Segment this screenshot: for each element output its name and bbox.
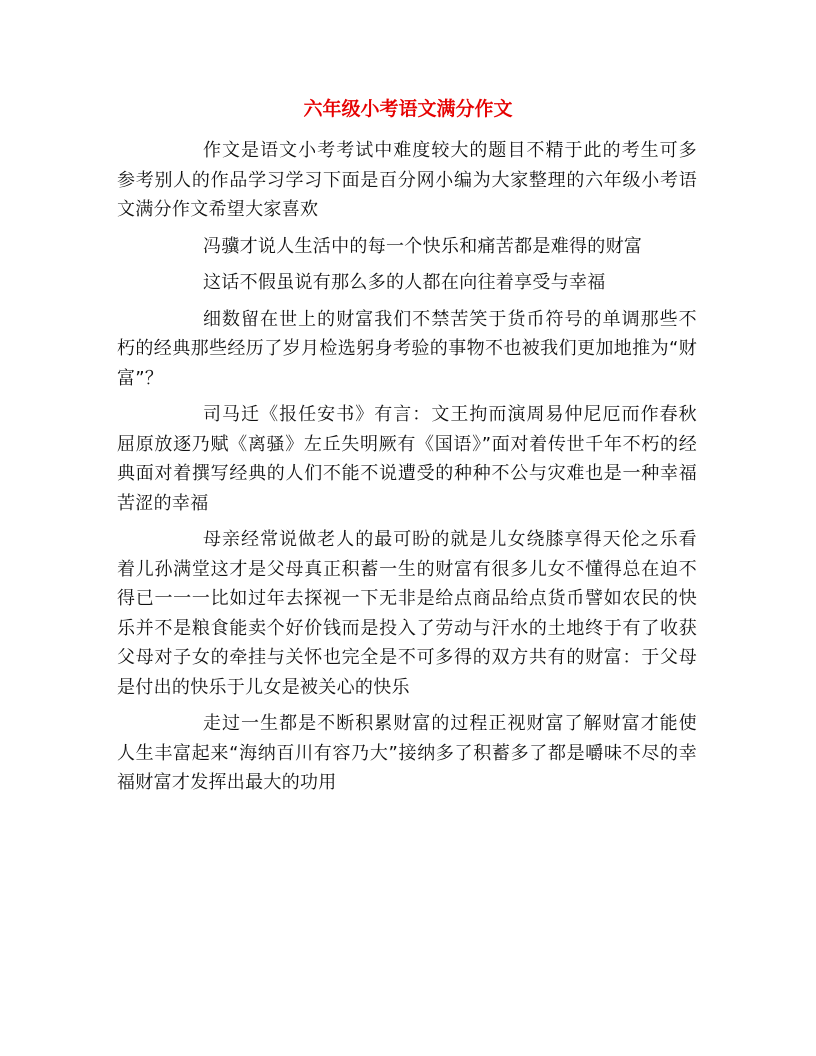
- paragraph-intro: 作文是语文小考考试中难度较大的题目不精于此的考生可多参考别人的作品学习学习下面是百分网小编为大家整理的六年级小考语文满分作文希望大家喜欢: [117, 140, 697, 220]
- document-title: 六年级小考语文满分作文: [303, 98, 513, 120]
- paragraph-conclusion: 走过一生都是不断积累财富的过程正视财富了解财富才能使人生丰富起来“海纳百川有容乃大”接纳多了积蓄多了都是嚼味不尽的幸福财富才发挥出最大的功用: [117, 713, 697, 793]
- document-body: [117, 136, 697, 805]
- paragraph-reflection: 这话不假虽说有那么多的人都在向往着享受与幸福: [203, 272, 606, 293]
- paragraph-sima-qian: 司马迁《报任安书》有言：文王拘而演周易仲尼厄而作春秋屈原放逐乃赋《离骚》左丘失明厥有《国语》”面对着传世千年不朽的经典面对着撰写经典的人们不能不说遭受的种种不公与灾难也是一种幸福苦涩的幸福: [117, 404, 697, 514]
- paragraph-wealth: 细数留在世上的财富我们不禁苦笑于货币符号的单调那些不朽的经典那些经历了岁月检选躬身考验的事物不也被我们更加地推为“财富”？: [117, 308, 697, 389]
- paragraph-mother: 母亲经常说做老人的最可盼的就是儿女绕膝享得天伦之乐看着儿孙满堂这才是父母真正积蓄一生的财富有很多儿女不懂得总在迫不得已一一一比如过年去探视一下无非是给点商品给点货币譬如农民的快乐并不是粮食能卖个好价钱而是投入了劳动与汗水的土地终于有了收获父母对子女的牵挂与关怀也完全是不可多得的双方共有的财富：于父母是付出的快乐于儿女是被关心的快乐: [117, 529, 697, 698]
- paragraph-quote: 冯骥才说人生活中的每一个快乐和痛苦都是难得的财富: [203, 235, 643, 257]
